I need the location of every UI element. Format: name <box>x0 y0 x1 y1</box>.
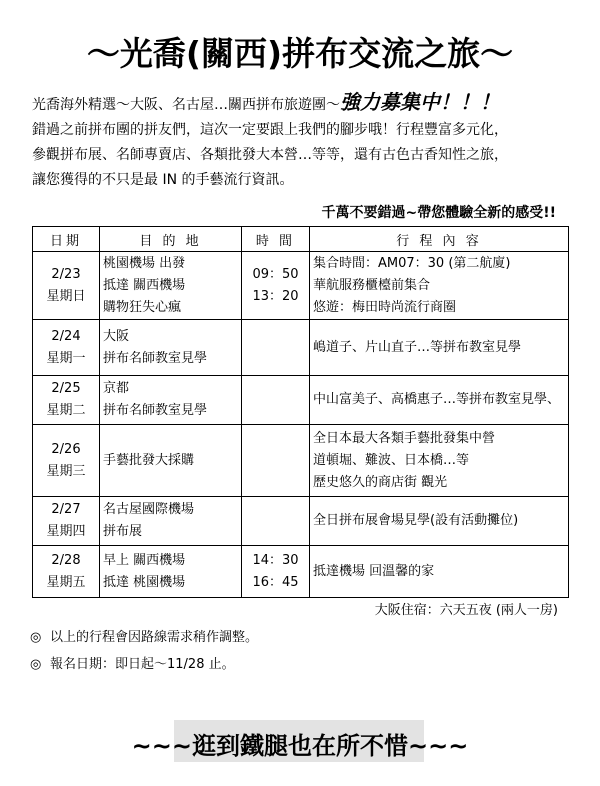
weekday-text: 星期三 <box>46 463 86 479</box>
schedule-text: 悠遊：梅田時尚流行商圈 <box>313 299 457 315</box>
schedule-text: 中山富美子、高橋惠子…等拼布教室見學、 <box>313 392 561 407</box>
date-text: 2/26 <box>51 441 81 457</box>
time-text: 09：50 <box>252 266 299 282</box>
destination-text: 抵達 桃園機場 <box>103 574 186 590</box>
date-text: 2/23 <box>51 266 81 282</box>
destination-text: 拼布名師教室見學 <box>103 403 208 418</box>
destination-cell <box>100 376 242 425</box>
date-cell <box>33 546 100 598</box>
destination-text: 購物狂失心瘋 <box>103 299 182 315</box>
time-text: 13：20 <box>252 288 299 304</box>
note-text: 以上的行程會因路線需求稍作調整。 <box>50 630 259 645</box>
table-row <box>33 425 569 497</box>
date-cell <box>33 252 100 320</box>
schedule-text: 抵達機場 回溫馨的家 <box>313 563 435 579</box>
time-cell <box>242 252 310 320</box>
time-cell <box>242 320 310 376</box>
header-date: 日期 <box>33 227 100 252</box>
intro-line-1-prefix: 光喬海外精選～大阪、名古屋…關西拼布旅遊團～ <box>32 97 340 113</box>
weekday-text: 星期四 <box>46 524 86 539</box>
lodging-info: 大阪住宿：六天五夜 (兩人一房) <box>374 603 558 618</box>
destination-text: 抵達 關西機場 <box>103 277 186 293</box>
destination-cell <box>100 252 242 320</box>
header-schedule: 行 程 內 容 <box>310 227 569 252</box>
weekday-text: 星期一 <box>46 350 86 366</box>
date-cell <box>33 320 100 376</box>
itinerary-table <box>32 226 569 598</box>
time-text: 16：45 <box>252 574 299 590</box>
weekday-text: 星期日 <box>46 288 86 304</box>
schedule-text: 嶋道子、片山直子…等拼布教室見學 <box>313 339 522 355</box>
destination-cell <box>100 497 242 546</box>
table-row <box>33 497 569 546</box>
intro-line-2: 錯過之前拼布團的拼友們，這次一定要跟上我們的腳步哦！行程豐富多元化， <box>32 122 508 138</box>
weekday-text: 星期二 <box>46 403 86 418</box>
schedule-text: 道頓堀、難波、日本橋…等 <box>313 452 470 468</box>
schedule-text: 集合時間：AM07：30 (第二航廈) <box>313 255 511 271</box>
schedule-text: 歷史悠久的商店街 觀光 <box>313 474 448 490</box>
destination-text: 拼布展 <box>103 524 143 539</box>
destination-cell <box>100 546 242 598</box>
date-cell <box>33 497 100 546</box>
schedule-cell <box>310 320 569 376</box>
destination-text: 名古屋國際機場 <box>103 502 195 517</box>
schedule-text: 全日拼布展會場見學(設有活動攤位) <box>313 513 519 528</box>
schedule-text: 全日本最大各類手藝批發集中營 <box>313 430 496 446</box>
schedule-cell <box>310 252 569 320</box>
destination-text: 京都 <box>103 381 130 396</box>
time-cell <box>242 425 310 497</box>
intro-line-3: 參觀拼布展、名師專賣店、各類批發大本營…等等，還有古色古香知性之旅， <box>32 147 508 163</box>
time-cell <box>242 497 310 546</box>
schedule-cell <box>310 546 569 598</box>
destination-text: 大阪 <box>103 328 130 344</box>
time-cell <box>242 376 310 425</box>
note-item <box>30 651 258 678</box>
bullet-icon: ◎ <box>30 630 42 645</box>
intro-line-4: 讓您獲得的不只是最 IN 的手藝流行資訊。 <box>32 172 294 188</box>
destination-cell <box>100 320 242 376</box>
schedule-text: 華航服務櫃檯前集合 <box>313 277 431 293</box>
date-text: 2/25 <box>51 381 81 396</box>
schedule-cell <box>310 425 569 497</box>
table-row <box>33 320 569 376</box>
destination-text: 拼布名師教室見學 <box>103 350 208 366</box>
destination-text: 早上 關西機場 <box>103 552 186 568</box>
destination-text: 桃園機場 出發 <box>103 255 186 271</box>
intro-paragraph <box>32 90 572 193</box>
date-cell <box>33 425 100 497</box>
intro-emphasis: 強力募集中！！！ <box>340 90 500 114</box>
bottom-slogan: ~~~逛到鐵腿也在所不惜~~~ <box>131 732 469 760</box>
note-item <box>30 624 258 651</box>
time-cell <box>242 546 310 598</box>
schedule-cell <box>310 497 569 546</box>
table-row <box>33 546 569 598</box>
schedule-cell <box>310 376 569 425</box>
page-title: ～光喬(關西)拼布交流之旅～ <box>86 34 514 73</box>
date-text: 2/24 <box>51 328 81 344</box>
date-text: 2/27 <box>51 502 81 517</box>
intro-line-1 <box>32 90 572 118</box>
time-text: 14：30 <box>252 552 299 568</box>
bullet-icon: ◎ <box>30 657 42 672</box>
weekday-text: 星期五 <box>46 574 86 590</box>
note-text: 報名日期：即日起～11/28 止。 <box>50 657 235 672</box>
table-row <box>33 252 569 320</box>
header-time: 時 間 <box>242 227 310 252</box>
destination-cell <box>100 425 242 497</box>
date-cell <box>33 376 100 425</box>
date-text: 2/28 <box>51 552 81 568</box>
destination-text: 手藝批發大採購 <box>103 452 195 468</box>
header-destination: 目 的 地 <box>100 227 242 252</box>
table-row <box>33 376 569 425</box>
tagline: 千萬不要錯過~帶您體驗全新的感受!! <box>321 205 556 221</box>
notes-list <box>30 624 258 678</box>
table-header-row <box>33 227 569 252</box>
